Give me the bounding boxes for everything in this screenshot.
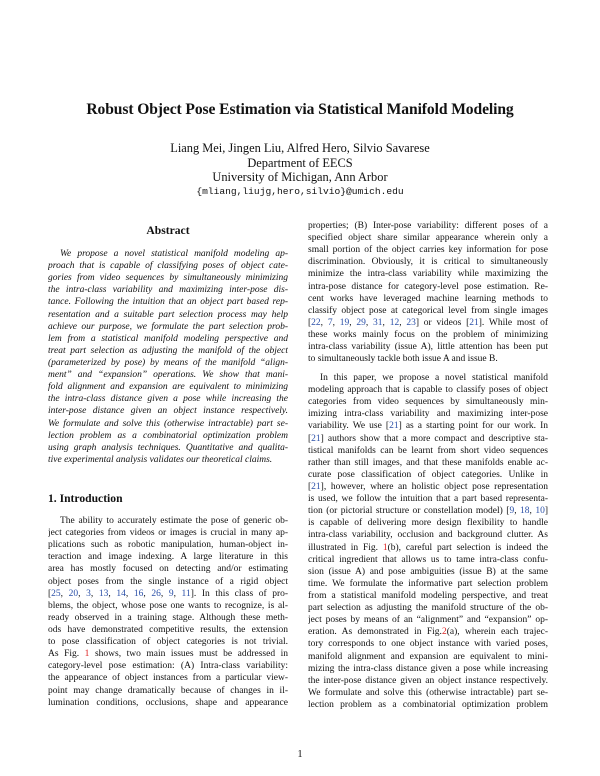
text-line: area has mostly focused on detecting and/or estimating [48,564,288,575]
text-line: sion (issue A) and pose ambiguities (issue B) at the same [308,566,548,577]
introduction-paragraph-2 [308,372,548,711]
text-line: tive experimental analysis validates our theoretical claims. [48,454,273,465]
author-block [0,141,600,199]
text-line: part selection as adjusting the manifold structure of the ob- [308,603,548,614]
text-line: ready observed in a training stage. Although these meth- [48,612,288,623]
text-line: using graph analysis techniques. Quantitative and qualita- [48,442,288,453]
text-line: the appearance of object instances from a particular view- [48,673,288,684]
abstract-heading: Abstract [146,224,190,237]
text-line: intra-pose distance for category-level pose estimation. Re- [308,281,548,292]
text-line: ment” and “expansion” operations. We show that mani- [48,370,288,381]
text-line: plications such as robotic manipulation, human-object in- [48,540,288,551]
text-line: resentation and a suitable part selection process may help [48,309,288,320]
text-line: object poses from the single instance of a rigid object [48,576,288,587]
text-line: illustrated in Fig. 1(b), careful part selection is indeed the [308,542,548,553]
text-line: minimize the intra-class variability while maximizing the [308,269,548,280]
text-line: to simultaneously tackle both issue A and issue B. [308,354,498,365]
text-line: [25, 20, 3, 13, 14, 16, 26, 9, 11]. In this class of pro- [48,588,288,599]
text-line: imizing intra-class variability and maximizing inter-pose [308,409,548,420]
text-line: the intra-class distance given a pose while increasing the [48,394,288,405]
text-line: fold alignment and expansion are equivalent to minimizing [48,382,288,393]
text-line: ods have demonstrated competitive results, the extension [48,624,288,635]
text-line: achieve our purpose, we formulate the part selection prob- [48,321,288,332]
text-line: teraction and image indexing. A large literature in this [48,552,288,563]
text-line: lem from a statistical manifold modeling perspective and [48,333,288,344]
text-line: point may change dramatically because of changes in il- [48,685,288,696]
text-line: small portion of the object carries key information for pose [308,245,548,256]
text-line: variability. We use [21] as a starting point for our work. In [308,421,548,432]
page-number: 1 [297,749,303,760]
text-line: treat part selection as adjusting the manifold of the object [48,345,288,356]
text-line: these works mainly focus on the problem of minimizing [308,329,548,340]
abstract-text [48,248,288,466]
text-line: from a statistical manifold modeling perspective, and treat [308,590,548,601]
text-line: intra-class variability (issue A), little attention has been put [308,342,548,353]
text-line: blems, the object, whose pose one wants to recognize, is al- [48,600,288,611]
text-line: ject poses by means of an “alignment” and “expansion” op- [308,615,548,626]
text-line: classify object pose at categorical level from single images [308,305,548,316]
author-email: {mliang,liujg,hero,silvio}@umich.edu [196,185,404,197]
text-line: time. We formulate the informative part selection problem [308,578,548,589]
text-line: tory corresponds to one object instance with varied poses, [308,639,548,650]
department: Department of EECS [247,155,353,170]
text-line: discrimination. Obviously, it is critical to simultaneously [308,257,548,268]
text-line: We propose a novel statistical manifold modeling ap- [60,249,288,259]
text-line: intra-class variability, occlusion and background clutter. As [308,530,548,541]
text-line: specified object share similar appearance wherein only a [308,233,548,244]
text-line: modeling approach that is capable to classify poses of object [308,385,548,396]
text-line: categories from video sequences by simultaneously min- [308,397,548,408]
text-line: critical ingredient that allows us to tame intra-class confu- [308,554,548,565]
text-line: We formulate and solve this (otherwise intractable) part se- [308,687,548,698]
text-line: tance. Following the intuition that an object part based rep- [48,297,288,308]
text-line: As Fig. 1 shows, two main issues must be addressed in [48,649,288,660]
text-line: tion (or pictorial structure or constellation model) [9, 18, 10] [308,506,548,517]
text-line: (parameterized by pose) by means of the manifold “align- [48,357,288,368]
text-line: category-level pose estimation: (A) Intra-class variability: [48,661,288,672]
text-line: We formulate and solve this (otherwise intractable) part se- [48,418,288,429]
paper-title: Robust Object Pose Estimation via Statistical Manifold Modeling [86,101,514,118]
text-line: is used, we follow the intuition that a part based representa- [308,494,548,505]
text-line: mizing the intra-class distance given a pose while increasing [308,663,548,674]
text-line: tistical manifolds can be learnt from short video sequences [308,445,548,456]
text-line: rather than still images, and that these manifolds enable ac- [308,457,548,468]
text-line: cent works have leveraged machine learning methods to [308,293,548,304]
text-line: manifold alignment and expansion are equivalent to mini- [308,651,548,662]
text-line: the inter-pose distance given an object instance respectively. [308,675,548,686]
text-line: properties; (B) Inter-pose variability: different poses of a [308,221,548,231]
introduction-heading: 1. Introduction [48,492,123,505]
text-line: [21] authors show that a more compact and descriptive sta- [308,433,548,444]
text-line: The ability to accurately estimate the pose of generic ob- [60,516,288,526]
text-line: [21], however, where an holistic object pose representation [308,481,548,492]
text-line: the intra-class variability and maximizing inter-pose dis- [48,285,288,296]
text-line: to pose classification of object categories is not trivial. [48,637,288,648]
author-names: Liang Mei, Jingen Liu, Alfred Hero, Silvio Savarese [170,141,430,155]
text-line: lection problem as a combinatorial optimization problem [48,430,288,441]
text-line: lumination conditions, occlusions, shape and appearance [48,697,288,708]
introduction-text-continued [308,220,548,365]
text-line: In this paper, we propose a novel statistical manifold [320,373,548,383]
text-line: is capable of delivering more design flexibility to handle [308,518,548,529]
text-line: ject categories from videos or images is crucial in many ap- [48,528,288,539]
text-line: [22, 7, 19, 29, 31, 12, 23] or videos [21]. While most of [308,317,548,328]
text-line: curate pose classification of object categories. Unlike in [308,469,548,480]
text-line: inter-pose distance given an object instance respectively. [48,406,288,417]
text-line: gories from video sequences by simultaneously minimizing [48,273,288,284]
introduction-text [48,515,288,709]
text-line: eration. As demonstrated in Fig.2(a), wherein each trajec- [308,627,548,638]
text-line: proach that is capable of classifying poses of object cate- [48,261,288,272]
text-line: lection problem as a combinatorial optimization problem [308,699,548,710]
university: University of Michigan, Ann Arbor [212,170,388,184]
